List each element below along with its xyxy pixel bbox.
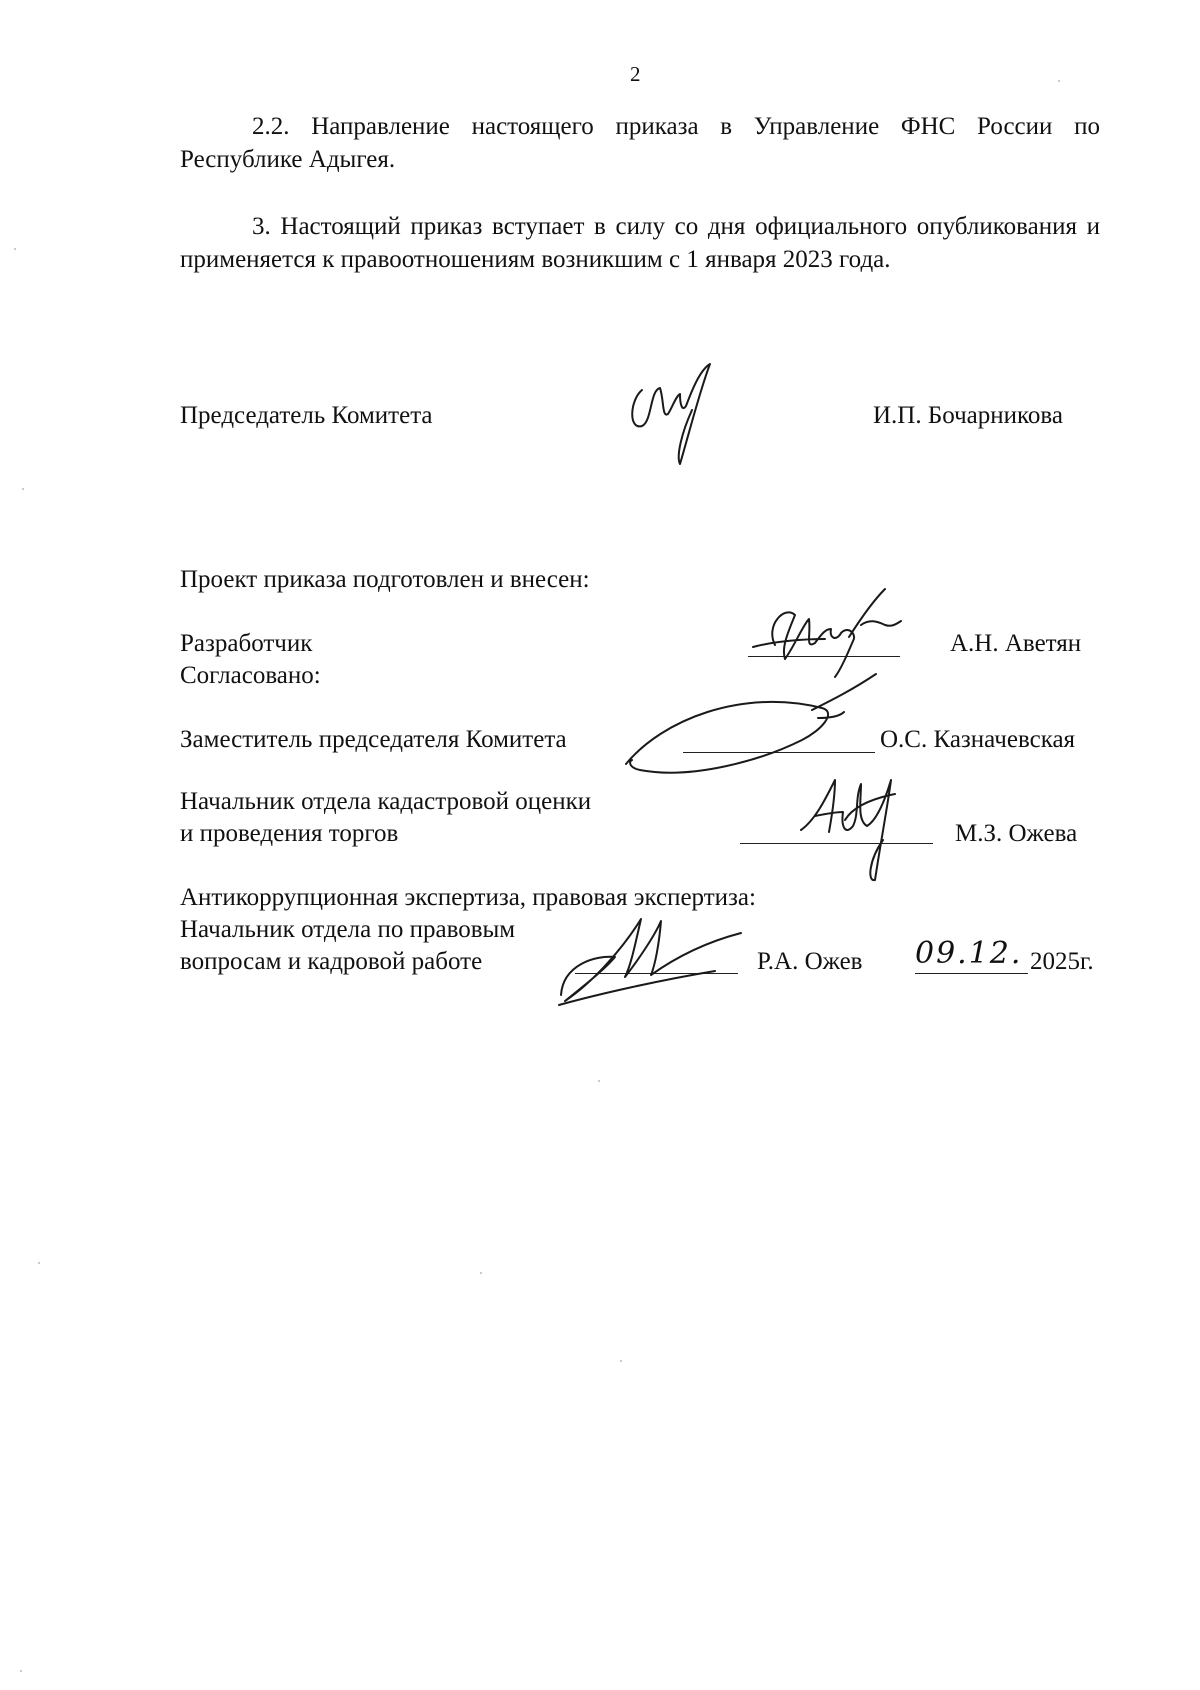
page-number: 2 — [630, 62, 641, 86]
project-note: Проект приказа подготовлен и внесен: — [180, 566, 590, 593]
scan-speck — [22, 488, 24, 490]
chairman-name: И.П. Бочарникова — [873, 402, 1063, 429]
head-cadastral-position-line2: и проведения торгов — [180, 820, 399, 847]
developer-position: Разработчик — [180, 630, 313, 657]
legal-signature — [555, 905, 755, 1010]
legal-date-handwritten: 09.12. — [915, 936, 1023, 971]
legal-name: Р.А. Ожев — [757, 948, 863, 975]
agreed-label: Согласовано: — [180, 662, 321, 689]
head-cadastral-signature — [795, 770, 905, 890]
legal-position-line1: Начальник отдела по правовым — [180, 916, 516, 943]
legal-heading: Антикоррупционная экспертиза, правовая экспертиза: — [180, 884, 756, 911]
scan-speck — [38, 1262, 40, 1264]
deputy-position: Заместитель председателя Комитета — [180, 726, 567, 753]
paragraph-3 — [180, 210, 1100, 276]
head-cadastral-name: М.З. Ожева — [955, 820, 1078, 847]
paragraph-2-2-text: 2.2. Направление настоящего приказа в Управление ФНС России по Республике Адыгея. — [180, 113, 1100, 173]
scan-speck — [20, 1670, 22, 1672]
chairman-position: Председатель Комитета — [180, 402, 433, 429]
legal-date-year: 2025г. — [1030, 948, 1094, 975]
scan-speck — [480, 1272, 482, 1274]
legal-date-line — [915, 973, 1028, 974]
developer-name: А.Н. Аветян — [950, 630, 1082, 657]
paragraph-3-text: 3. Настоящий приказ вступает в силу со дня официального опубликования и применяется к правоотношениям возникшим с 1 января 2023 года. — [180, 213, 1100, 273]
scan-speck — [620, 1360, 622, 1362]
head-cadastral-position-line1: Начальник отдела кадастровой оценки — [180, 788, 592, 815]
scan-speck — [598, 1080, 600, 1082]
deputy-name: О.С. Казначевская — [880, 726, 1076, 753]
paragraph-2-2 — [180, 110, 1100, 176]
chairman-signature — [620, 360, 730, 470]
scan-speck — [1058, 80, 1060, 82]
scan-speck — [14, 248, 16, 250]
legal-position-line2: вопросам и кадровой работе — [180, 948, 483, 975]
